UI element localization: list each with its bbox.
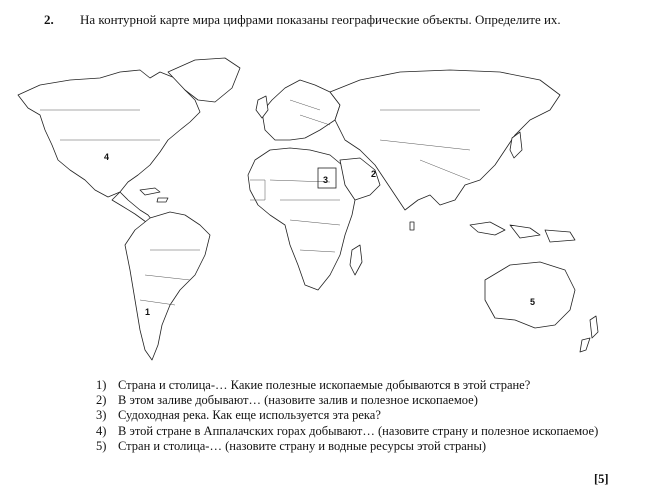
- question-item: [96, 424, 616, 439]
- europe-outline: [262, 80, 340, 140]
- question-item: [96, 378, 616, 393]
- question-item: [96, 393, 616, 408]
- question-text: В этой стране в Аппалачских горах добывают… (назовите страну и полезное ископаемое): [118, 423, 599, 438]
- question-number: 1): [96, 378, 107, 392]
- score-points: [5]: [594, 472, 609, 486]
- question-text: Страна и столица-… Какие полезные ископаемые добываются в этой стране?: [118, 378, 531, 392]
- question-item: [96, 408, 616, 423]
- question-number: 2): [96, 393, 107, 408]
- map-label-3: 3: [323, 175, 329, 185]
- central-america-outline: [112, 192, 152, 222]
- question-number: 4): [96, 423, 107, 438]
- task-text: На контурной карте мира цифрами показаны географические объекты. Определите их.: [80, 12, 561, 27]
- map-label-2: 2: [371, 169, 377, 179]
- question-text: В этом заливе добывают… (назовите залив и полезное ископаемое): [118, 393, 478, 408]
- new-zealand-outline: [580, 316, 598, 352]
- australia-outline: [485, 262, 575, 328]
- sri-lanka-outline: [410, 222, 414, 230]
- question-text: Судоходная река. Как еще используется эта река?: [118, 408, 381, 423]
- map-label-4: 4: [104, 152, 110, 162]
- caribbean-islands: [140, 188, 168, 202]
- question-number: 3): [96, 408, 107, 423]
- questions-list: [96, 378, 616, 454]
- question-number: 5): [96, 438, 107, 453]
- task-number: 2.: [44, 12, 54, 27]
- map-label-1: 1: [145, 307, 151, 317]
- indonesia-outline: [470, 222, 575, 242]
- north-america-outline: [18, 70, 200, 197]
- africa-outline: [248, 148, 355, 290]
- question-text: Стран и столица-… (назовите страну и водные ресурсы этой страны): [118, 438, 487, 453]
- question-item: [96, 439, 616, 454]
- map-label-5: 5: [530, 297, 536, 307]
- madagascar-outline: [350, 245, 362, 275]
- south-america-outline: [125, 212, 210, 360]
